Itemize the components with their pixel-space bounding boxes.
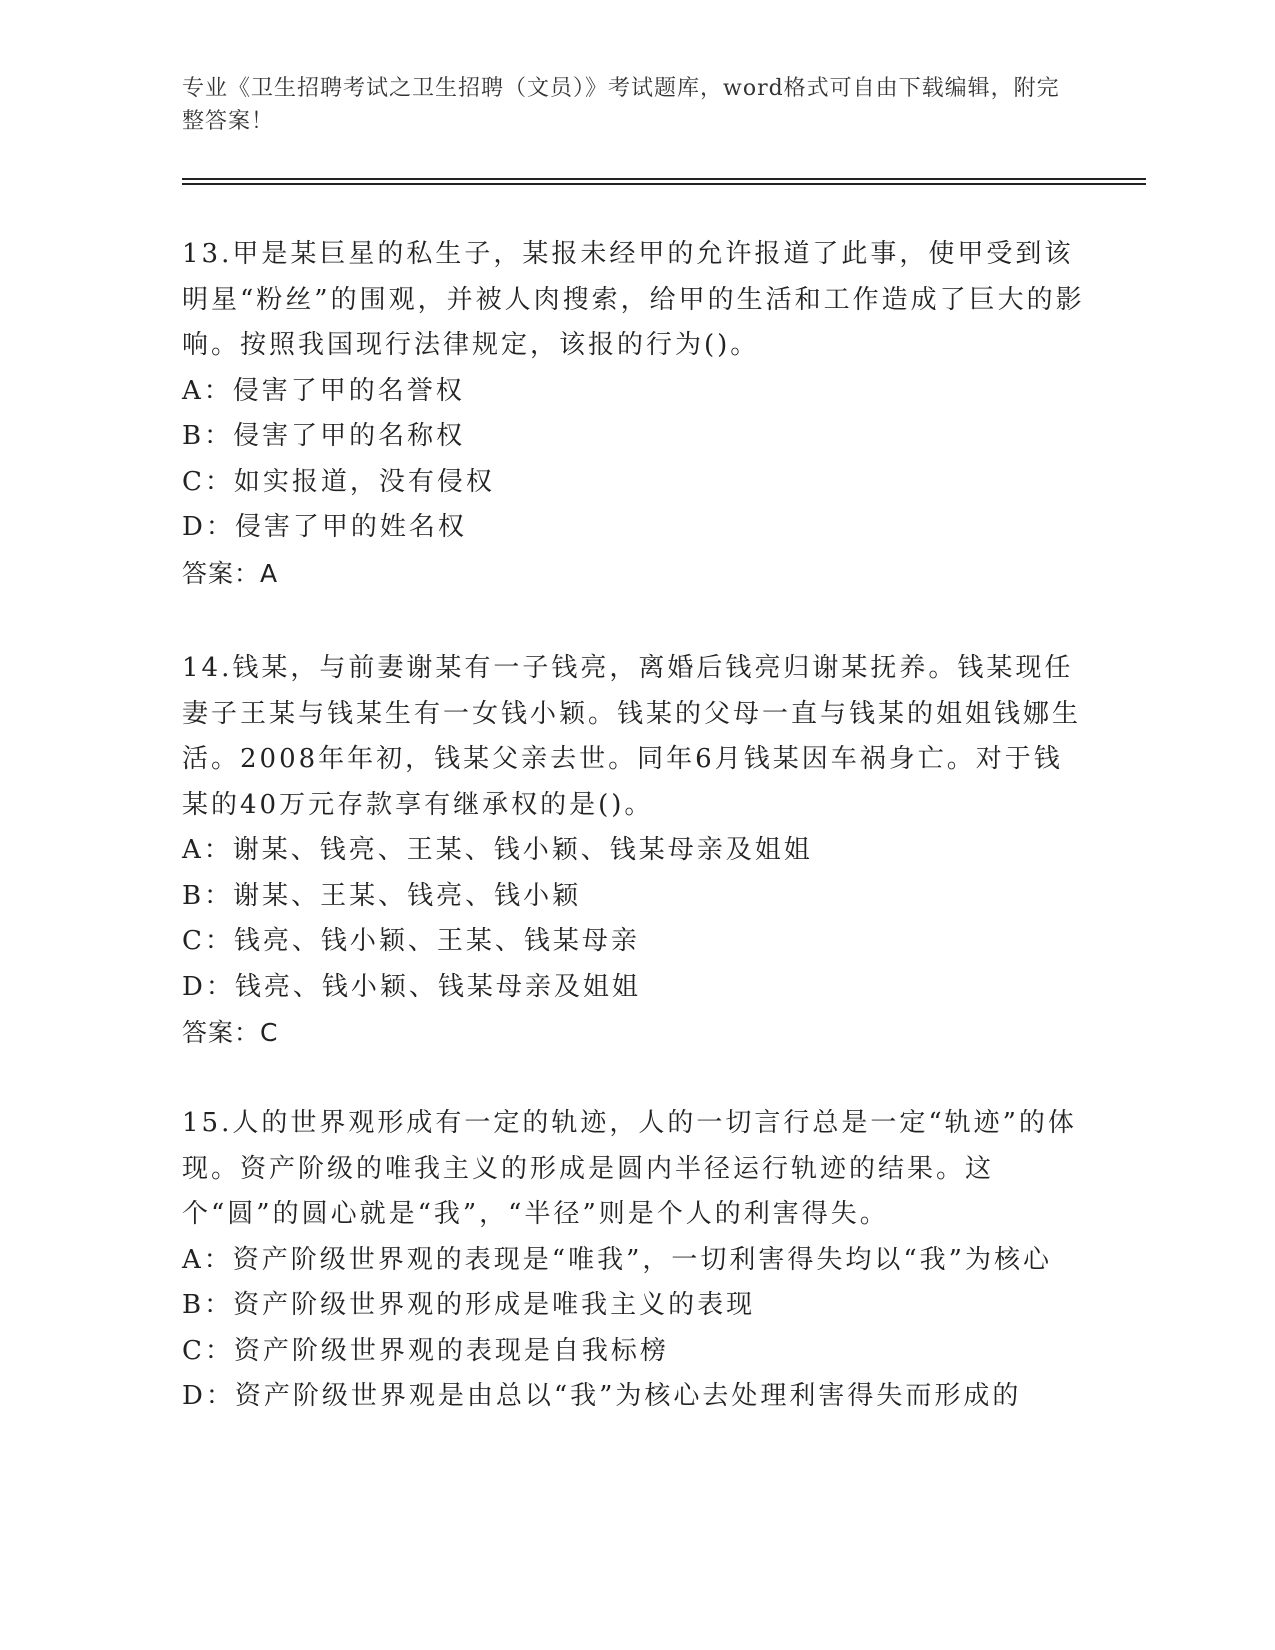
option-c: C：资产阶级世界观的表现是自我标榜 — [182, 1335, 669, 1366]
question-stem: 14.钱某，与前妻谢某有一子钱亮，离婚后钱亮归谢某抚养。钱某现任妻子王某与钱某生有一女钱小颖。钱某的父母一直与钱某的姐姐钱娜生活。2008年年初，钱某父亲去世。同年6月钱某因车祸身亡。对于钱某的40万元存款享有继承权的是()。 — [182, 653, 1082, 820]
option-c: C：钱亮、钱小颖、王某、钱某母亲 — [182, 926, 640, 956]
question-13 — [182, 232, 1087, 596]
option-b: B：资产阶级世界观的形成是唯我主义的表现 — [182, 1290, 756, 1320]
document-header: 专业《卫生招聘考试之卫生招聘（文员）》考试题库，word格式可自由下载编辑，附完整答案！ — [182, 76, 1060, 134]
option-d: D：资产阶级世界观是由总以“我”为核心去处理利害得失而形成的 — [182, 1381, 1022, 1411]
question-14 — [182, 646, 1087, 1056]
header-divider-top — [182, 178, 1146, 180]
answer: 答案：A — [182, 558, 279, 588]
question-stem: 15.人的世界观形成有一定的轨迹，人的一切言行总是一定“轨迹”的体现。资产阶级的唯我主义的形成是圆内半径运行轨迹的结果。这个“圆”的圆心就是“我”，“半径”则是个人的利害得失。 — [182, 1108, 1077, 1229]
option-a: A：谢某、钱亮、王某、钱小颖、钱某母亲及姐姐 — [182, 835, 813, 865]
header-divider-bottom — [182, 183, 1146, 185]
option-a: A：侵害了甲的名誉权 — [182, 375, 465, 406]
option-c: C：如实报道，没有侵权 — [182, 466, 495, 497]
option-a: A：资产阶级世界观的表现是“唯我”，一切利害得失均以“我”为核心 — [182, 1244, 1052, 1275]
question-stem: 13.甲是某巨星的私生子，某报未经甲的允许报道了此事，使甲受到该明星“粉丝”的围观，并被人肉搜索，给甲的生活和工作造成了巨大的影响。按照我国现行法律规定，该报的行为()。 — [182, 239, 1085, 360]
answer: 答案：C — [182, 1018, 279, 1047]
question-15 — [182, 1101, 1087, 1420]
option-d: D：钱亮、钱小颖、钱某母亲及姐姐 — [182, 971, 641, 1002]
option-b: B：谢某、王某、钱亮、钱小颖 — [182, 880, 582, 911]
option-d: D：侵害了甲的姓名权 — [182, 512, 467, 542]
option-b: B：侵害了甲的名称权 — [182, 421, 466, 451]
